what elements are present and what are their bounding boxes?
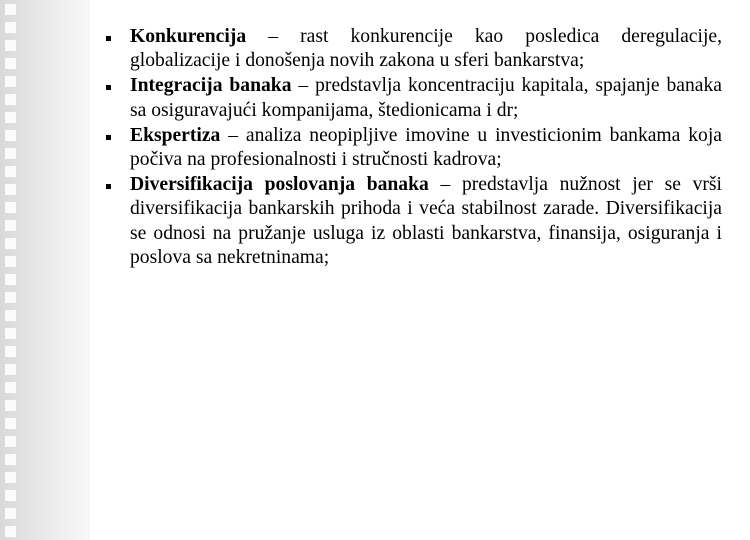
decorative-square [5, 526, 16, 537]
square-bullet-icon [106, 36, 111, 41]
decorative-square [5, 22, 16, 33]
decorative-square [5, 328, 16, 339]
decorative-square [5, 310, 16, 321]
decorative-square [5, 112, 16, 123]
decorative-square [5, 472, 16, 483]
decorative-square [5, 202, 16, 213]
list-item [106, 25, 722, 74]
decorative-square [5, 238, 16, 249]
decorative-square [5, 4, 16, 15]
item-term: Diversifikacija poslovanja banaka [130, 173, 429, 195]
decorative-squares [0, 0, 22, 540]
decorative-square [5, 418, 16, 429]
decorative-square [5, 292, 16, 303]
slide-content [106, 25, 722, 271]
decorative-square [5, 436, 16, 447]
item-term: Ekspertiza [130, 124, 221, 146]
decorative-square [5, 382, 16, 393]
decorative-square [5, 346, 16, 357]
decorative-square [5, 166, 16, 177]
decorative-square [5, 454, 16, 465]
item-text: – analiza neopipljive imovine u investicionim bankama koja počiva na profesionalnosti i stručnosti kadrova; [130, 124, 722, 171]
decorative-square [5, 220, 16, 231]
list-item [106, 74, 722, 123]
item-text: – rast konkurencije kao posledica deregulacije, globalizacije i donošenja novih zakona u sferi bankarstva; [130, 26, 722, 72]
list-item [106, 124, 722, 173]
decorative-square [5, 274, 16, 285]
square-bullet-icon [106, 135, 111, 140]
decorative-square [5, 94, 16, 105]
decorative-square [5, 148, 16, 159]
item-term: Integracija banaka [130, 75, 292, 97]
item-term: Konkurencija [130, 26, 247, 47]
slide-decorative-strip [0, 0, 90, 540]
decorative-square [5, 58, 16, 69]
decorative-square [5, 184, 16, 195]
decorative-square [5, 508, 16, 519]
decorative-square [5, 364, 16, 375]
bullet-list [106, 25, 722, 271]
decorative-square [5, 40, 16, 51]
square-bullet-icon [106, 85, 111, 90]
item-text: – predstavlja koncentraciju kapitala, spajanje banaka sa osiguravajući kompanijama, štedionicama i dr; [130, 75, 722, 121]
decorative-square [5, 490, 16, 501]
item-text: – predstavlja nužnost jer se vrši diversifikacija bankarskih prihoda i veća stabilnost zarade. Diversifikacija se odnosi na pružanje usluga iz oblasti bankarstva, finansija, osiguranja i poslova sa nekretninama; [130, 173, 723, 269]
decorative-square [5, 256, 16, 267]
decorative-square [5, 76, 16, 87]
decorative-square [5, 130, 16, 141]
list-item [106, 173, 722, 271]
decorative-square [5, 400, 16, 411]
square-bullet-icon [106, 184, 111, 189]
